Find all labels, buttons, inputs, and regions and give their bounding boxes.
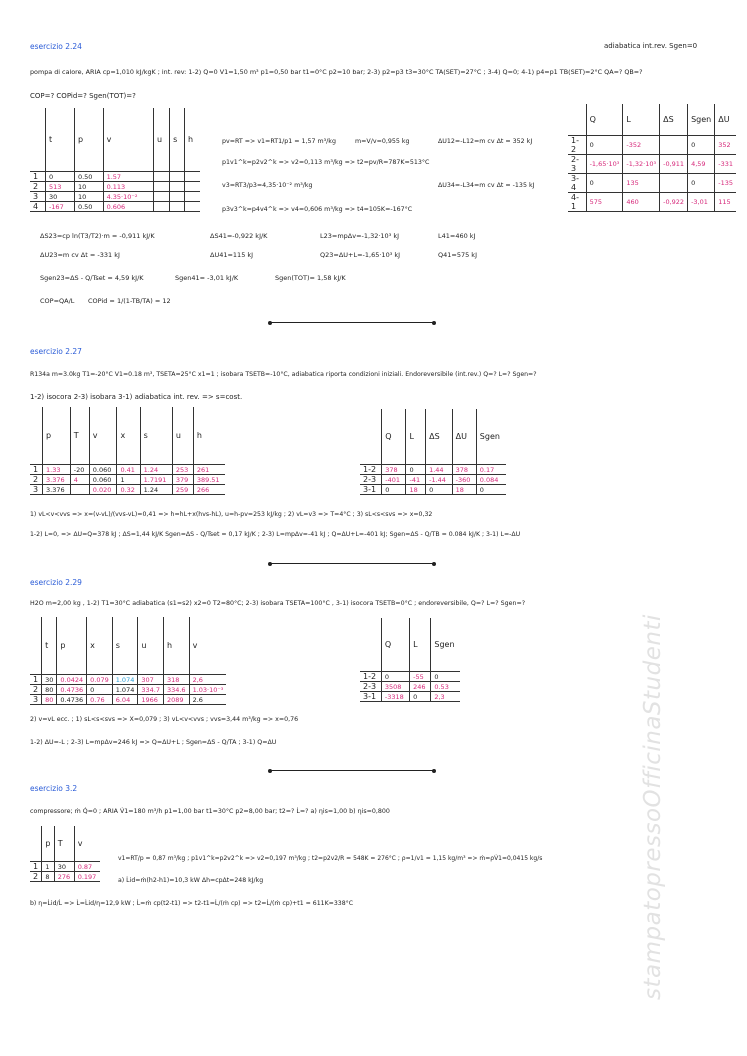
table-cell: 3.376 [43,485,71,495]
table-cell: -3318 [381,692,409,702]
table-cell: -352 [623,136,660,155]
column-header: T [70,407,89,465]
table-cell: 1.7191 [140,475,172,485]
table-row [360,672,460,682]
table-cell: 1966 [138,695,164,705]
table-cell: 2,6 [189,675,226,685]
exercise-title: esercizio 3.2 [30,784,78,793]
table-cell [660,136,688,155]
table-cell: -1,65·10³ [586,155,623,174]
table-cell: 0.41 [117,465,140,475]
column-header: ΔS [426,409,453,465]
table-cell: 18 [406,485,426,495]
table-cell [185,202,200,212]
row-label: 2 [30,872,42,882]
table-cell: 1.074 [112,685,138,695]
table-header-row [360,618,460,672]
column-header: Q [381,618,409,672]
table-cell [185,192,200,202]
state-table [30,407,225,495]
column-header [360,409,382,465]
column-header [30,407,43,465]
formula: p1v1^k=p2v2^k => v2=0,113 m³/kg => t2=pv/R=787K=513°C [222,159,430,166]
table-cell: 378 [452,465,476,475]
table-cell: -0,922 [660,193,688,212]
table-cell: 1.24 [140,485,172,495]
row-label: 3-1 [360,692,381,702]
formula: L23=mpΔv=-1,32·10³ kJ [320,232,400,240]
column-header [568,104,586,136]
column-header: v [103,108,153,172]
table-cell: 259 [172,485,193,495]
problem-statement: pompa di calore, ARIA cp=1,010 kJ/kgK ; int. rev: 1-2) Q=0 V1=1,50 m³ p1=0,50 bar t1=0°C p2=10 bar; 2-3) p2=p3 t3=30°C TA(SET)=27°C ; 3-4) Q=0; 4-1) p4=p1 TB(SET)=2°C QA=? QB=? [30,68,643,76]
table-cell: 0.4736 [57,695,87,705]
row-label: 3 [30,192,45,202]
table-cell: 3508 [381,682,409,692]
problem-statement: compressore; ṁ Q̇=0 ; ARIA V̇1=180 m³/h p1=1,00 bar t1=30°C p2=8,00 bar; t2=? L̇=? a) ηis=1,00 b) ηis=0,800 [30,808,390,815]
table-cell: 0 [586,136,623,155]
table-cell: 0 [431,672,460,682]
table-cell: -3,01 [688,193,715,212]
watermark: stampatopressoOfficinaStudenti [640,614,666,1000]
formula: ΔU34=-L34=m cv Δt = -135 kJ [438,182,535,189]
table-row [360,692,460,702]
state-table [30,108,200,212]
row-label: 4-1 [568,193,586,212]
column-header: x [117,407,140,465]
table-cell: 4,59 [688,155,715,174]
row-label: 2 [30,685,42,695]
table-cell: 0.079 [87,675,113,685]
column-header: Q [382,409,406,465]
column-header: s [140,407,172,465]
column-header: h [193,407,225,465]
formula: COPid = 1/(1-TB/TA) = 12 [88,297,171,305]
table-cell: 0.197 [74,872,100,882]
table-cell: -1,32·10³ [623,155,660,174]
table-cell: 1.074 [112,675,138,685]
process-table [360,618,460,702]
column-header: h [185,108,200,172]
table-cell: 30 [54,862,74,872]
formula: b) η=L̇id/L̇ => L̇=L̇id/η=12,9 kW ; L̇=ṁ cp(t2-t1) => t2-t1=L̇/(ṁ cp) => t2=L̇/(ṁ cp)+t1 = 611K=338°C [30,900,354,907]
table-row [30,872,100,882]
row-label: 1 [30,465,43,475]
table-cell: 0.32 [117,485,140,495]
column-header: Q [586,104,623,136]
row-label: 1-2 [360,465,382,475]
table-cell: 1.03·10⁻³ [189,685,226,695]
table-cell: 135 [623,174,660,193]
formula: ΔS41=-0,922 kJ/K [210,232,268,240]
table-row [30,675,226,685]
row-label: 2 [30,182,45,192]
table-cell: 18 [452,485,476,495]
column-header: p [57,617,87,675]
column-header: x [87,617,113,675]
table-header-row [30,826,100,862]
table-cell: 0 [406,465,426,475]
process-description: 1-2) isocora 2-3) isobara 3-1) adiabatica int. rev. => s=cost. [30,393,243,401]
table-cell [154,192,170,202]
table-cell: 307 [138,675,164,685]
formula: p3v3^k=p4v4^k => v4=0,606 m³/kg => t4=105K=-167°C [222,206,413,213]
table-row [30,182,200,192]
table-cell: 0 [476,485,506,495]
table-row [30,862,100,872]
table-cell: -20 [70,465,89,475]
table-cell: 10 [74,182,103,192]
table-cell: 0 [688,136,715,155]
column-header: p [43,407,71,465]
table-cell: 80 [42,695,57,705]
table-cell: 8 [42,872,54,882]
formula: Sgen(TOT)= 1,58 kJ/K [275,274,346,282]
table-cell: 4 [70,475,89,485]
table-cell: 0 [410,692,431,702]
table-cell: 0.020 [89,485,117,495]
table-cell [660,174,688,193]
table-cell: -167 [45,202,74,212]
table-header-row [30,617,226,675]
table-row [360,485,506,495]
table-cell: 575 [586,193,623,212]
table-cell: 2.6 [189,695,226,705]
table-cell: 513 [45,182,74,192]
table-cell: -1.44 [426,475,453,485]
row-label: 1 [30,862,42,872]
formula: 2) v=vL ecc. ; 1) sL<s<svs => X=0,079 ; 3) vL<v<vvs ; vvs=3,44 m³/kg => x=0,76 [30,716,299,723]
formula: 1-2) L=0, => ΔU=Q=378 kJ ; ΔS=1,44 kJ/K Sgen=ΔS - Q/Tset = 0,17 kJ/K ; 2-3) L=mpΔv=-41 kJ ; Q=ΔU+L=-401 kJ; Sgen=ΔS - Q/TB = 0.084 kJ/K ; 3-1) L=-ΔU [30,531,521,538]
column-header: u [138,617,164,675]
section-divider [270,322,434,323]
table-cell: 0 [45,172,74,182]
formula: L41=460 kJ [438,232,476,240]
row-label: 2 [30,475,43,485]
table-cell: 80 [42,685,57,695]
row-label: 4 [30,202,45,212]
table-cell: 0 [87,685,113,695]
row-label: 3-4 [568,174,586,193]
table-cell: 1 [117,475,140,485]
state-table [30,826,100,882]
table-row [30,172,200,182]
section-divider [270,563,434,564]
table-cell [154,172,170,182]
table-cell: 318 [163,675,189,685]
column-header: L [623,104,660,136]
section-divider [270,770,434,771]
column-header [30,826,42,862]
table-row [360,465,506,475]
exercise-title: esercizio 2.27 [30,347,82,356]
table-row [30,685,226,695]
row-label: 2-3 [568,155,586,174]
formula: pv=RT => v1=RT1/p1 = 1,57 m³/kg [222,138,336,145]
table-cell: 0 [688,174,715,193]
table-header-row [568,104,736,136]
row-label: 1 [30,172,45,182]
row-label: 2-3 [360,475,382,485]
table-cell: 115 [715,193,736,212]
table-cell: 10 [74,192,103,202]
column-header: s [170,108,185,172]
column-header: ΔU [452,409,476,465]
formula: v3=RT3/p3=4,35·10⁻² m³/kg [222,182,313,189]
table-cell: 253 [172,465,193,475]
column-header: ΔS [660,104,688,136]
table-cell: 6.04 [112,695,138,705]
column-header: s [112,617,138,675]
column-header: p [74,108,103,172]
table-cell: 0.53 [431,682,460,692]
table-row [30,695,226,705]
table-cell: -0,911 [660,155,688,174]
table-cell: -401 [382,475,406,485]
table-cell [185,172,200,182]
table-cell [170,192,185,202]
table-cell: 0.060 [89,475,117,485]
table-cell: 0.50 [74,202,103,212]
row-label: 2-3 [360,682,381,692]
column-header: t [45,108,74,172]
row-label: 1-2 [568,136,586,155]
table-cell: 261 [193,465,225,475]
table-cell: 1 [42,862,54,872]
table-cell: 0.4736 [57,685,87,695]
row-label: 1 [30,675,42,685]
table-cell: 1.33 [43,465,71,475]
table-cell: 0 [426,485,453,495]
table-cell: 0.50 [74,172,103,182]
exercise-title: esercizio 2.29 [30,578,82,587]
formula: COP=QA/L [40,297,75,305]
formula: ΔS23=cp ln(T3/T2)·m = -0,911 kJ/K [40,232,155,240]
table-row [568,136,736,155]
table-cell: 266 [193,485,225,495]
table-cell: 1.57 [103,172,153,182]
problem-statement: H2O m=2,00 kg , 1-2) T1=30°C adiabatica (s1=s2) x2=0 T2=80°C; 2-3) isobara TSETA=100°C , 3-1) isocora TSETB=0°C ; endoreversibile, Q=? L=? Sgen=? [30,600,526,607]
formula: ΔU41=115 kJ [210,251,254,259]
table-cell: 30 [45,192,74,202]
table-cell: 0.0424 [57,675,87,685]
column-header: L [410,618,431,672]
table-cell: 1.24 [140,465,172,475]
process-table [360,409,506,495]
table-cell: 378 [382,465,406,475]
table-cell: 379 [172,475,193,485]
table-cell: -41 [406,475,426,485]
table-cell [70,485,89,495]
table-cell: 0.87 [74,862,100,872]
table-row [360,682,460,692]
table-cell [170,182,185,192]
formula: Sgen23=ΔS - Q/Tset = 4,59 kJ/K [40,274,144,282]
table-cell: 0.76 [87,695,113,705]
table-cell: 30 [42,675,57,685]
table-cell: 0 [382,485,406,495]
process-table [568,104,736,212]
column-header: T [54,826,74,862]
column-header: u [154,108,170,172]
table-cell: 4.35·10⁻² [103,192,153,202]
problem-statement: R134a m=3.0kg T1=-20°C V1=0.18 m³, TSETA=25°C x1=1 ; isobara TSETB=-10°C, adiabatica riporta condizioni iniziali. Endoreversibile (int.rev.) Q=? L=? Sgen=? [30,371,537,378]
formula: Q41=575 kJ [438,251,477,259]
table-cell: 334.7 [138,685,164,695]
table-header-row [360,409,506,465]
formula: ΔU12=-L12=m cv Δt = 352 kJ [438,138,533,145]
column-header: v [189,617,226,675]
state-table [30,617,226,705]
table-cell: 0.17 [476,465,506,475]
table-cell: 389.51 [193,475,225,485]
table-cell: 0.084 [476,475,506,485]
table-cell: 3.376 [43,475,71,485]
row-label: 3 [30,485,43,495]
table-cell: 0 [586,174,623,193]
exercise-title: esercizio 2.24 [30,42,82,51]
column-header: u [172,407,193,465]
table-cell: -360 [452,475,476,485]
table-cell: 0.060 [89,465,117,475]
table-cell: -55 [410,672,431,682]
column-header: v [89,407,117,465]
column-header [360,618,381,672]
column-header: L [406,409,426,465]
formula: m=V/v=0,955 kg [355,138,410,145]
table-cell: 460 [623,193,660,212]
table-row [30,202,200,212]
table-cell: -331 [715,155,736,174]
table-cell: 246 [410,682,431,692]
table-header-row [30,108,200,172]
table-cell: 276 [54,872,74,882]
column-header [30,617,42,675]
column-header: t [42,617,57,675]
row-label: 3-1 [360,485,382,495]
formula: Sgen41= -3,01 kJ/K [175,274,239,282]
table-row [568,174,736,193]
table-cell: 2,3 [431,692,460,702]
table-cell: 0 [381,672,409,682]
table-row [30,465,225,475]
table-row [568,193,736,212]
column-header: h [163,617,189,675]
table-cell [185,182,200,192]
column-header: ΔU [715,104,736,136]
table-cell: 0.113 [103,182,153,192]
table-header-row [30,407,225,465]
formula: a) L̇id=ṁ(h2-h1)=10,3 kW Δh=cpΔt=248 kJ/kg [118,877,264,884]
side-note: adiabatica int.rev. Sgen=0 [604,42,698,50]
table-cell: 2089 [163,695,189,705]
formula: v1=RT/p = 0,87 m³/kg ; p1v1^k=p2v2^k => v2=0,197 m³/kg ; t2=p2v2/R = 548K = 276°C ; ρ=1/v1 = 1,15 kg/m³ => ṁ=ρV̇1=0,0415 kg/s [118,855,543,862]
row-label: 1-2 [360,672,381,682]
table-cell [154,202,170,212]
table-cell: 0.606 [103,202,153,212]
column-header: p [42,826,54,862]
table-cell: 1.44 [426,465,453,475]
column-header: Sgen [688,104,715,136]
column-header: Sgen [431,618,460,672]
table-cell [154,182,170,192]
problem-questions: COP=? COPid=? Sgen(TOT)=? [30,92,136,100]
table-row [568,155,736,174]
column-header: Sgen [476,409,506,465]
row-label: 3 [30,695,42,705]
table-cell [170,172,185,182]
formula: 1) vL<v<vvs => x=(v-vL)/(vvs-vL)=0,41 => h=hL+x(hvs-hL), u=h-pv=253 kJ/kg ; 2) vL=v3 => T=4°C ; 3) sL<s<svs => x=0,32 [30,511,433,518]
table-row [30,192,200,202]
formula: Q23=ΔU+L=-1,65·10³ kJ [320,251,401,259]
table-cell: 334.6 [163,685,189,695]
table-cell [170,202,185,212]
formula: ΔU23=m cv Δt = -331 kJ [40,251,120,259]
table-cell: 352 [715,136,736,155]
column-header [30,108,45,172]
table-row [30,485,225,495]
formula: 1-2) ΔU=-L ; 2-3) L=mpΔv=246 kJ => Q=ΔU+L ; Sgen=ΔS - Q/TA ; 3-1) Q=ΔU [30,739,277,746]
table-row [360,475,506,485]
table-cell: -135 [715,174,736,193]
column-header: v [74,826,100,862]
table-row [30,475,225,485]
